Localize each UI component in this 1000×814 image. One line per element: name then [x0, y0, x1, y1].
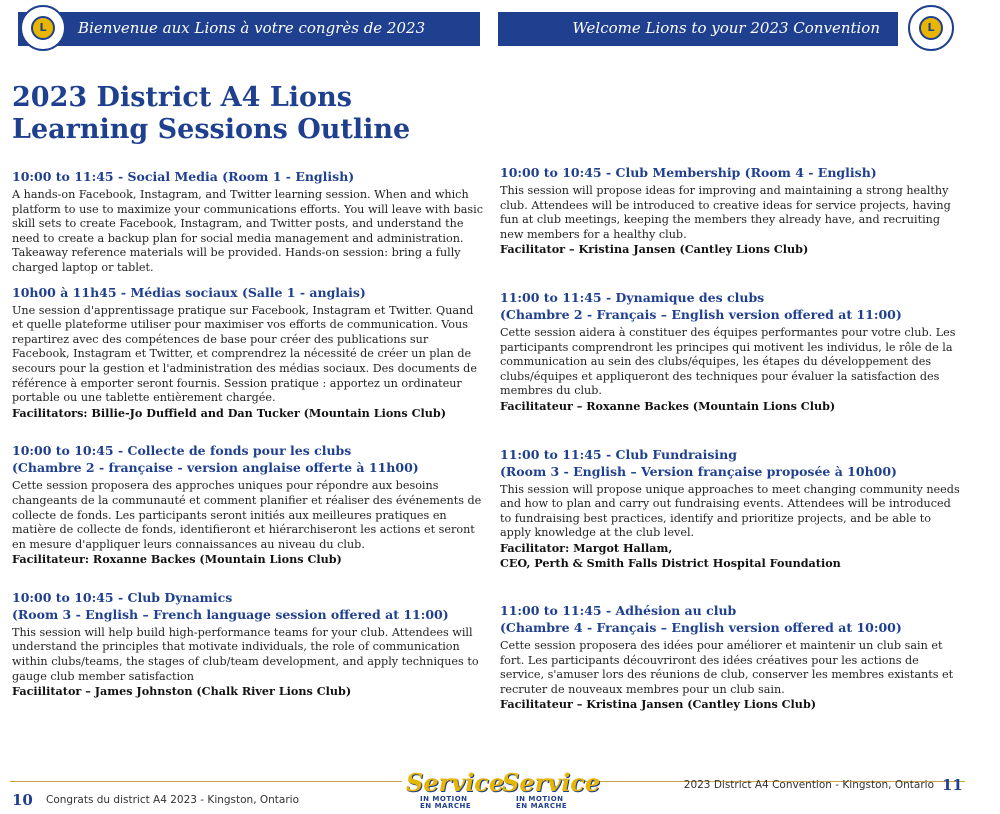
- session-heading: [500, 602, 962, 636]
- session-heading: [12, 589, 484, 623]
- session-club-dynamics-en: [12, 589, 484, 699]
- title-line-2: Learning Sessions Outline: [12, 114, 411, 145]
- session-heading: [500, 164, 962, 181]
- session-social-media-en: [12, 168, 484, 276]
- spacer: [500, 584, 962, 602]
- facilitator-line: Facilitateur – Kristina Jansen (Cantley Lions Club): [500, 697, 817, 712]
- session-description: This session will help build high-performance teams for your club. Attendees will understand the principles that motivate individuals, the role of communication within clubs/teams, the stages of club/team development, and apply techniques to gauge club member satisfaction: [12, 625, 479, 683]
- lions-emblem-icon: L: [31, 16, 55, 40]
- session-heading-line: (Room 3 - English – French language session offered at 11:00): [12, 606, 449, 622]
- session-fundraising-fr: [12, 442, 484, 567]
- session-description: Une session d'apprentissage pratique sur Facebook, Instagram et Twitter. Quand et quelle plateforme utiliser pour maximiser vos efforts de communication. Vous repartirez avec des compétences de base pour créer des publications sur Facebook, Instagram et Twitter, et comprendrez la nécessité de créer un plan de secours pour la gestion et l'administration des médias sociaux. Des documents de référence à emporter seront fournis. Session pratique : apportez un ordinateur portable ou une tablette entièrement chargée.: [12, 303, 477, 405]
- left-column: [12, 168, 484, 707]
- session-heading: [12, 168, 484, 185]
- session-description: This session will propose ideas for improving and maintaining a strong healthy club. Attendees will be introduced to creative ideas for service projects, having fun at club meetings, keeping the members they already have, and recruiting new members for a healthy club.: [500, 184, 951, 241]
- session-heading-line: 10:00 to 10:45 - Collecte de fonds pour les clubs: [12, 443, 352, 459]
- service-in-motion-logo-right: [498, 766, 601, 812]
- session-heading-line: 11:00 to 11:45 - Club Fundraising: [500, 446, 738, 462]
- page-title: [12, 82, 482, 146]
- service-logo-tagline: [420, 796, 471, 810]
- session-heading-line: (Chambre 4 - Français – English version offered at 10:00): [500, 620, 902, 636]
- spacer: [500, 428, 962, 446]
- spacer: [500, 271, 962, 289]
- session-description: Cette session proposera des idées pour améliorer et maintenir un club sain et fort. Les participants découvriront des idées créatives pour les actions de service, s'amuser lors des réunions de club, conserver les membres existants et recruter de nouveaux membres pour un club sain.: [500, 639, 954, 696]
- title-line-1: 2023 District A4 Lions: [12, 82, 352, 113]
- facilitator-line: Faciilitator – James Johnston (Chalk River Lions Club): [12, 684, 352, 699]
- session-heading-line: (Chambre 2 - française - version anglaise offerte à 11h00): [12, 460, 419, 476]
- lions-logo-right: [908, 5, 954, 51]
- session-description: Cette session proposera des approches uniques pour répondre aux besoins changeants de la communauté et comment planifier et réaliser des événements de collecte de fonds. Les participants seront initiés aux meilleures pratiques en matière de collecte de fonds, identifieront et hiérarchiseront les actions et seront en mesure d'appliquer leurs connaissances au niveau du club.: [12, 479, 482, 551]
- session-facilitator: [500, 697, 962, 712]
- facilitator-line: Facilitateur – Roxanne Backes (Mountain Lions Club): [500, 398, 836, 413]
- session-heading-line: 10:00 to 10:45 - Club Dynamics: [12, 589, 233, 605]
- right-column: [500, 164, 962, 726]
- facilitator-line: Facilitators: Billie-Jo Duffield and Dan Tucker (Mountain Lions Club): [12, 405, 447, 420]
- facilitator-line: CEO, Perth & Smith Falls District Hospital Foundation: [500, 555, 841, 570]
- session-social-media-fr: [12, 284, 484, 421]
- facilitator-line: Facilitator: Margot Hallam,: [500, 540, 673, 555]
- facilitator-line: Facilitateur: Roxanne Backes (Mountain Lions Club): [12, 552, 342, 567]
- session-description: This session will propose unique approaches to meet changing community needs and how to plan and carry out fundraising events. Attendees will be introduced to fundraising best practices, identify and prioritize projects, and be able to apply knowledge at the club level.: [500, 482, 960, 540]
- spacer: [12, 428, 484, 442]
- session-heading-line: (Chambre 2 - Français – English version offered at 11:00): [500, 306, 902, 322]
- tagline-line: IN MOTION: [420, 795, 468, 803]
- session-heading: [500, 446, 962, 480]
- page-number-right: 11: [942, 776, 963, 794]
- session-heading-line: (Room 3 - English – Version française proposée à 10h00): [500, 463, 897, 479]
- tagline-line: EN MARCHE: [420, 802, 472, 810]
- session-heading: [12, 442, 484, 476]
- footer-text-left: Congrats du district A4 2023 - Kingston, Ontario: [46, 794, 300, 806]
- lions-emblem-icon: L: [919, 16, 943, 40]
- session-description: A hands-on Facebook, Instagram, and Twitter learning session. When and which platform to use to maximize your communications efforts. You will leave with basic skill sets to create Facebook, Instagram, and Twitter posts, and understand the need to create a backup plan for social media management and administration. Takeaway reference materials will be provided. Hands-on session: bring a fully charged laptop or tablet.: [12, 188, 484, 274]
- session-adhesion-club-fr: [500, 602, 962, 712]
- service-logo-word: Service: [502, 768, 601, 797]
- session-facilitator: [500, 541, 962, 570]
- session-heading: [12, 284, 484, 301]
- session-club-fundraising-en: [500, 446, 962, 571]
- tagline-line: IN MOTION: [516, 795, 564, 803]
- session-facilitator: [12, 552, 484, 567]
- session-facilitator: [500, 399, 962, 414]
- session-description: Cette session aidera à constituer des équipes performantes pour votre club. Les participants comprendront les principes qui motivent les individus, le rôle de la communication au sein des clubs/équipes, les étapes du développement des clubs/équipes et appliqueront des techniques pour évaluer la satisfaction des membres du club.: [500, 325, 956, 398]
- session-heading: [500, 289, 962, 323]
- lions-logo-left: [20, 5, 66, 51]
- footer-rule-left: [10, 781, 402, 782]
- tagline-line: EN MARCHE: [516, 802, 568, 810]
- service-logo-tagline: [516, 796, 567, 810]
- session-heading-line: 11:00 to 11:45 - Adhésion au club: [500, 603, 737, 619]
- footer-text-right: 2023 District A4 Convention - Kingston, Ontario: [683, 779, 934, 791]
- session-heading-line: 11:00 to 11:45 - Dynamique des clubs: [500, 289, 765, 305]
- facilitator-line: Facilitator – Kristina Jansen (Cantley Lions Club): [500, 242, 809, 257]
- session-facilitator: [500, 242, 962, 257]
- banner-left-text: Bienvenue aux Lions à votre congrès de 2023: [78, 19, 426, 37]
- session-facilitator: [12, 406, 484, 421]
- session-heading-line: 10h00 à 11h45 - Médias sociaux (Salle 1 - anglais): [12, 284, 366, 300]
- header-banner-right: [498, 12, 898, 46]
- session-facilitator: [12, 684, 484, 699]
- header-banner-left: [18, 12, 480, 46]
- banner-right-text: Welcome Lions to your 2023 Convention: [572, 19, 880, 37]
- session-club-membership-en: [500, 164, 962, 257]
- session-heading-line: 10:00 to 10:45 - Club Membership (Room 4 - English): [500, 165, 877, 180]
- service-in-motion-logo-left: [402, 766, 505, 812]
- session-heading-line: 10:00 to 11:45 - Social Media (Room 1 - English): [12, 169, 355, 184]
- session-dynamique-clubs-fr: [500, 289, 962, 414]
- spacer: [12, 575, 484, 589]
- page-number-left: 10: [12, 791, 33, 809]
- service-logo-word: Service: [406, 768, 505, 797]
